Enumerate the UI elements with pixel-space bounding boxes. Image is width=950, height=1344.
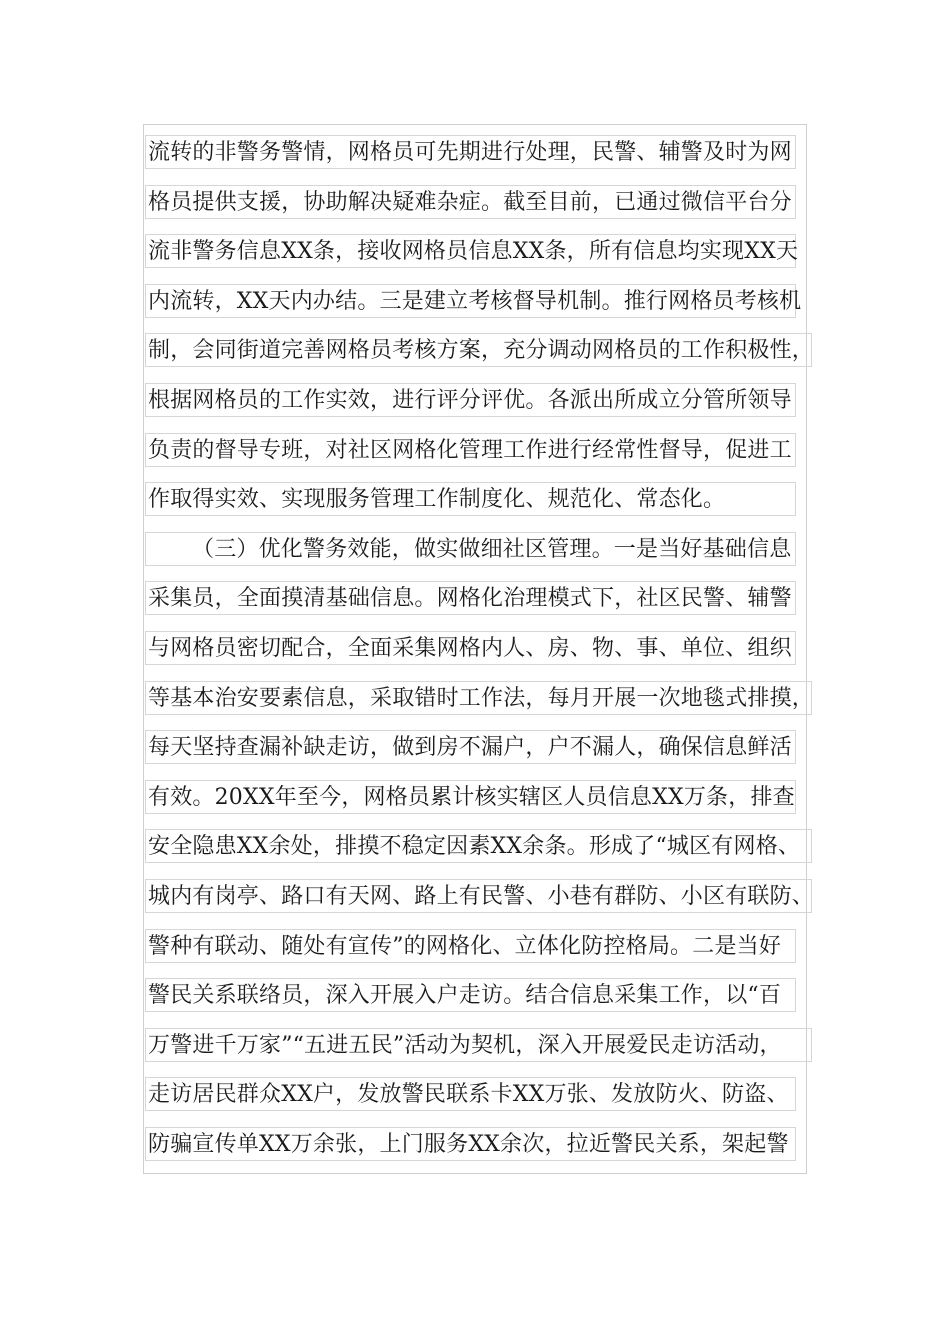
text-line-content: 流非警务信息XX条，接收网格员信息XX条，所有信息均实现XX天 [145, 234, 796, 268]
text-line [145, 574, 845, 624]
text-line-content: 有效。20XX年至今，网格员累计核实辖区人员信息XX万条，排查 [145, 780, 796, 814]
text-line [145, 624, 845, 674]
line-overflow-box [796, 829, 812, 863]
text-line-content: 内流转，XX天内办结。三是建立考核督导机制。推行网格员考核机 [145, 284, 796, 318]
text-line-content: 警民关系联络员，深入开展入户走访。结合信息采集工作，以“百 [145, 978, 796, 1012]
text-line [145, 178, 845, 228]
line-overflow-box [796, 1028, 812, 1062]
text-line [145, 723, 845, 773]
text-line-content: 安全隐患XX余处，排摸不稳定因素XX余条。形成了“城区有网格、 [145, 829, 796, 863]
text-line-content: 采集员，全面摸清基础信息。网格化治理模式下，社区民警、辅警 [145, 581, 796, 615]
text-line [145, 822, 845, 872]
text-line-content: 格员提供支援，协助解决疑难杂症。截至目前，已通过微信平台分 [145, 185, 796, 219]
text-line [145, 525, 845, 575]
text-line [145, 227, 845, 277]
text-line-content: 警种有联动、随处有宣传”的网格化、立体化防控格局。二是当好 [145, 929, 796, 963]
text-line-content: 防骗宣传单XX万余张，上门服务XX余次，拉近警民关系，架起警 [145, 1127, 796, 1161]
text-line [145, 426, 845, 476]
line-overflow-box [796, 333, 812, 367]
text-line [145, 128, 845, 178]
text-line-content: 制，会同街道完善网格员考核方案，充分调动网格员的工作积极性， [145, 333, 796, 367]
text-line [145, 277, 845, 327]
text-line [145, 773, 845, 823]
text-line [145, 872, 845, 922]
text-line [145, 1021, 845, 1071]
text-line [145, 475, 845, 525]
text-line-content: 负责的督导专班，对社区网格化管理工作进行经常性督导，促进工 [145, 433, 796, 467]
text-line-content: 与网格员密切配合，全面采集网格内人、房、物、事、单位、组织 [145, 631, 796, 665]
text-line [145, 971, 845, 1021]
text-line-content: 走访居民群众XX户，发放警民联系卡XX万张、发放防火、防盗、 [145, 1077, 796, 1111]
text-line-content: 作取得实效、实现服务管理工作制度化、规范化、常态化。 [145, 482, 796, 516]
text-line [145, 922, 845, 972]
text-line-content: 根据网格员的工作实效，进行评分评优。各派出所成立分管所领导 [145, 383, 796, 417]
text-line-content: 流转的非警务警情，网格员可先期进行处理，民警、辅警及时为网 [145, 135, 796, 169]
text-line [145, 376, 845, 426]
text-line-content: 万警进千万家”“五进五民”活动为契机，深入开展爱民走访活动， [145, 1028, 796, 1062]
text-line-content: （三）优化警务效能，做实做细社区管理。一是当好基础信息 [145, 532, 796, 566]
text-line [145, 326, 845, 376]
text-line [145, 674, 845, 724]
text-line [145, 1070, 845, 1120]
line-overflow-box [796, 879, 812, 913]
document-body [145, 128, 845, 1169]
line-overflow-box [796, 681, 812, 715]
text-line-content: 等基本治安要素信息，采取错时工作法，每月开展一次地毯式排摸， [145, 681, 796, 715]
text-line [145, 1120, 845, 1170]
text-line-content: 每天坚持查漏补缺走访，做到房不漏户，户不漏人，确保信息鲜活 [145, 730, 796, 764]
text-line-content: 城内有岗亭、路口有天网、路上有民警、小巷有群防、小区有联防、 [145, 879, 796, 913]
